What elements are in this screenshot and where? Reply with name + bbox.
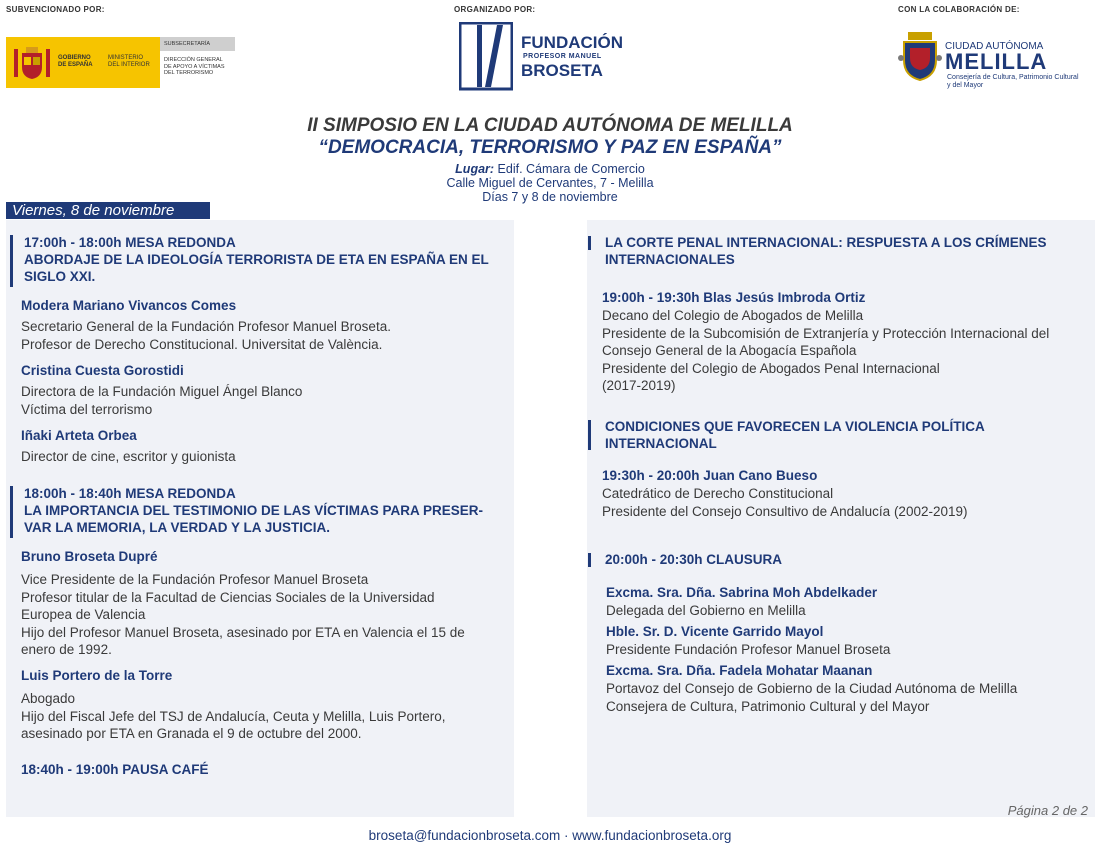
day-banner [6,202,210,219]
desc-line: Profesor de Derecho Constitucional. Universitat de València. [21,336,383,352]
desc-line: (2017-2019) [602,378,676,393]
section-2-title-line1: 18:00h - 18:40h MESA REDONDA [24,486,236,501]
speaker-cano-name: 19:30h - 20:00h Juan Cano Bueso [602,468,818,483]
colaboracion-label: CON LA COLABORACIÓN DE: [898,5,1020,14]
dir-line3: DEL TERRORISMO [164,70,214,76]
section-1-title-line3: SIGLO XXI. [24,269,96,284]
desc-line: Catedrático de Derecho Constitucional [602,486,834,501]
lugar-value: Edif. Cámara de Comercio [497,162,645,176]
section-4-title-line2: INTERNACIONAL [605,436,717,451]
speaker-arteta-name: Iñaki Arteta Orbea [21,428,137,443]
gobierno-text [58,55,93,69]
melilla-line3: Consejería de Cultura, Patrimonio Cultural [947,74,1079,81]
section-2-title [24,485,483,536]
section-bar-5 [588,553,591,567]
section-3-title-line2: INTERNACIONALES [605,252,735,267]
subvencionado-label: SUBVENCIONADO POR: [6,5,105,14]
fundacion-line2: PROFESOR MANUEL [523,53,602,60]
section-5-title: 20:00h - 20:30h CLAUSURA [605,552,783,567]
section-bar-1 [10,235,13,287]
section-2-title-line2: LA IMPORTANCIA DEL TESTIMONIO DE LAS VÍCTIMAS PARA PRESER- [24,503,484,518]
gobierno-logo [6,37,235,88]
melilla-shield-icon [898,30,942,84]
desc-line: Vice Presidente de la Fundación Profesor Manuel Broseta [21,572,369,587]
desc-line: asesinado por ETA en Granada el 9 de octubre del 2000. [21,726,362,741]
speaker-arteta-desc [21,448,236,466]
speaker-portero-name: Luis Portero de la Torre [21,668,173,683]
section-3-title [605,234,1047,268]
section-bar-2 [10,486,13,538]
speaker-cuesta-desc [21,383,302,418]
speaker-imbroda-desc [602,307,1049,395]
desc-line: Víctima del terrorismo [21,401,153,417]
speaker-cuesta-name: Cristina Cuesta Gorostidi [21,363,184,378]
speaker-mohatar-desc [606,680,1017,715]
melilla-line4: y del Mayor [947,82,984,89]
ministerio-text [108,55,150,69]
fundacion-line1: FUNDACIÓN [521,33,623,52]
footer-contact[interactable]: broseta@fundacionbroseta.com · www.fundacionbroseta.org [368,828,732,843]
gov-line1: GOBIERNO [58,55,91,61]
gov-line2: DE ESPAÑA [58,62,93,68]
speaker-garrido-name: Hble. Sr. D. Vicente Garrido Mayol [606,624,824,639]
speaker-moh-desc [606,602,806,620]
address-line: Calle Miguel de Cervantes, 7 - Melilla [446,176,654,190]
speaker-vivancos-desc [21,318,391,353]
event-subtitle: “DEMOCRACIA, TERRORISMO Y PAZ EN ESPAÑA” [318,137,782,158]
event-title: II SIMPOSIO EN LA CIUDAD AUTÓNOMA DE MELILLA [307,115,793,136]
subsecretaria-block [160,37,235,51]
melilla-logo [898,30,1078,90]
desc-line: Presidente de la Subcomisión de Extranjería y Protección Internacional del [602,325,1050,341]
page-number: Página 2 de 2 [1007,803,1088,818]
desc-line: Portavoz del Consejo de Gobierno de la Ciudad Autónoma de Melilla [606,681,1018,696]
section-bar-3 [588,236,591,250]
min-line2: DEL INTERIOR [108,62,150,68]
section-1-title-line1: 17:00h - 18:00h MESA REDONDA [24,235,236,250]
speaker-mohatar-name: Excma. Sra. Dña. Fadela Mohatar Maanan [606,663,873,678]
dates-line: Días 7 y 8 de noviembre [482,190,618,204]
speaker-broseta-name: Bruno Broseta Dupré [21,549,158,564]
pausa-cafe: 18:40h - 19:00h PAUSA CAFÉ [21,762,209,777]
section-bar-4 [588,420,591,450]
desc-line: Profesor titular de la Facultad de Ciencias Sociales de la Universidad [21,589,435,605]
desc-line: Decano del Colegio de Abogados de Melilla [602,308,864,323]
desc-line: Presidente del Consejo Consultivo de Andalucía (2002-2019) [602,503,968,519]
fundacion-logo [459,22,629,92]
desc-line: Delegada del Gobierno en Melilla [606,603,806,618]
speaker-vivancos-name: Modera Mariano Vivancos Comes [21,298,237,313]
min-line1: MINISTERIO [108,55,144,61]
melilla-line1: CIUDAD AUTÓNOMA [945,41,1044,52]
section-2-title-line3: VAR LA MEMORIA, LA VERDAD Y LA JUSTICIA. [24,520,331,535]
desc-line: Presidente Fundación Profesor Manuel Broseta [606,642,891,657]
fundacion-line3: BROSETA [521,61,603,80]
dir-line1: DIRECCIÓN GENERAL [164,57,223,63]
desc-line: Presidente del Colegio de Abogados Penal Internacional [602,360,940,376]
desc-line: Abogado [21,691,76,706]
lugar-line [0,162,1100,176]
dir-line2: DE APOYO A VÍCTIMAS [164,63,225,70]
direccion-text [164,57,225,77]
speaker-portero-desc [21,690,445,743]
section-4-title-line1: CONDICIONES QUE FAVORECEN LA VIOLENCIA POLÍTICA [605,419,985,434]
speaker-broseta-desc [21,571,465,659]
speaker-cano-desc [602,485,968,520]
desc-line: Consejo General de la Abogacía Española [602,343,857,358]
desc-line: Consejera de Cultura, Patrimonio Cultural y del Mayor [606,698,930,714]
fundacion-mark-icon [459,22,513,92]
desc-line: Hijo del Profesor Manuel Broseta, asesinado por ETA en Valencia el 15 de [21,624,465,640]
sub-label: SUBSECRETARÍA [164,41,211,47]
desc-line: Directora de la Fundación Miguel Ángel Blanco [21,384,303,399]
desc-line: Secretario General de la Fundación Profesor Manuel Broseta. [21,319,391,334]
melilla-line2: MELILLA [945,49,1048,74]
desc-line: Director de cine, escritor y guionista [21,449,236,464]
desc-line: enero de 1992. [21,642,112,657]
speaker-moh-name: Excma. Sra. Dña. Sabrina Moh Abdelkader [606,585,878,600]
section-4-title [605,418,985,452]
section-3-title-line1: LA CORTE PENAL INTERNACIONAL: RESPUESTA A LOS CRÍMENES [605,235,1047,250]
day-label: Viernes, 8 de noviembre [12,202,175,219]
desc-line: Europea de Valencia [21,607,146,622]
section-1-title [24,234,489,285]
section-1-title-line2: ABORDAJE DE LA IDEOLOGÍA TERRORISTA DE ETA EN ESPAÑA EN EL [24,252,489,267]
coat-of-arms-icon [12,43,52,83]
lugar-label: Lugar: [455,162,495,176]
organizado-label: ORGANIZADO POR: [454,5,536,14]
speaker-garrido-desc [606,641,890,659]
desc-line: Hijo del Fiscal Jefe del TSJ de Andalucía, Ceuta y Melilla, Luis Portero, [21,708,446,724]
speaker-imbroda-name: 19:00h - 19:30h Blas Jesús Imbroda Ortiz [602,290,866,305]
